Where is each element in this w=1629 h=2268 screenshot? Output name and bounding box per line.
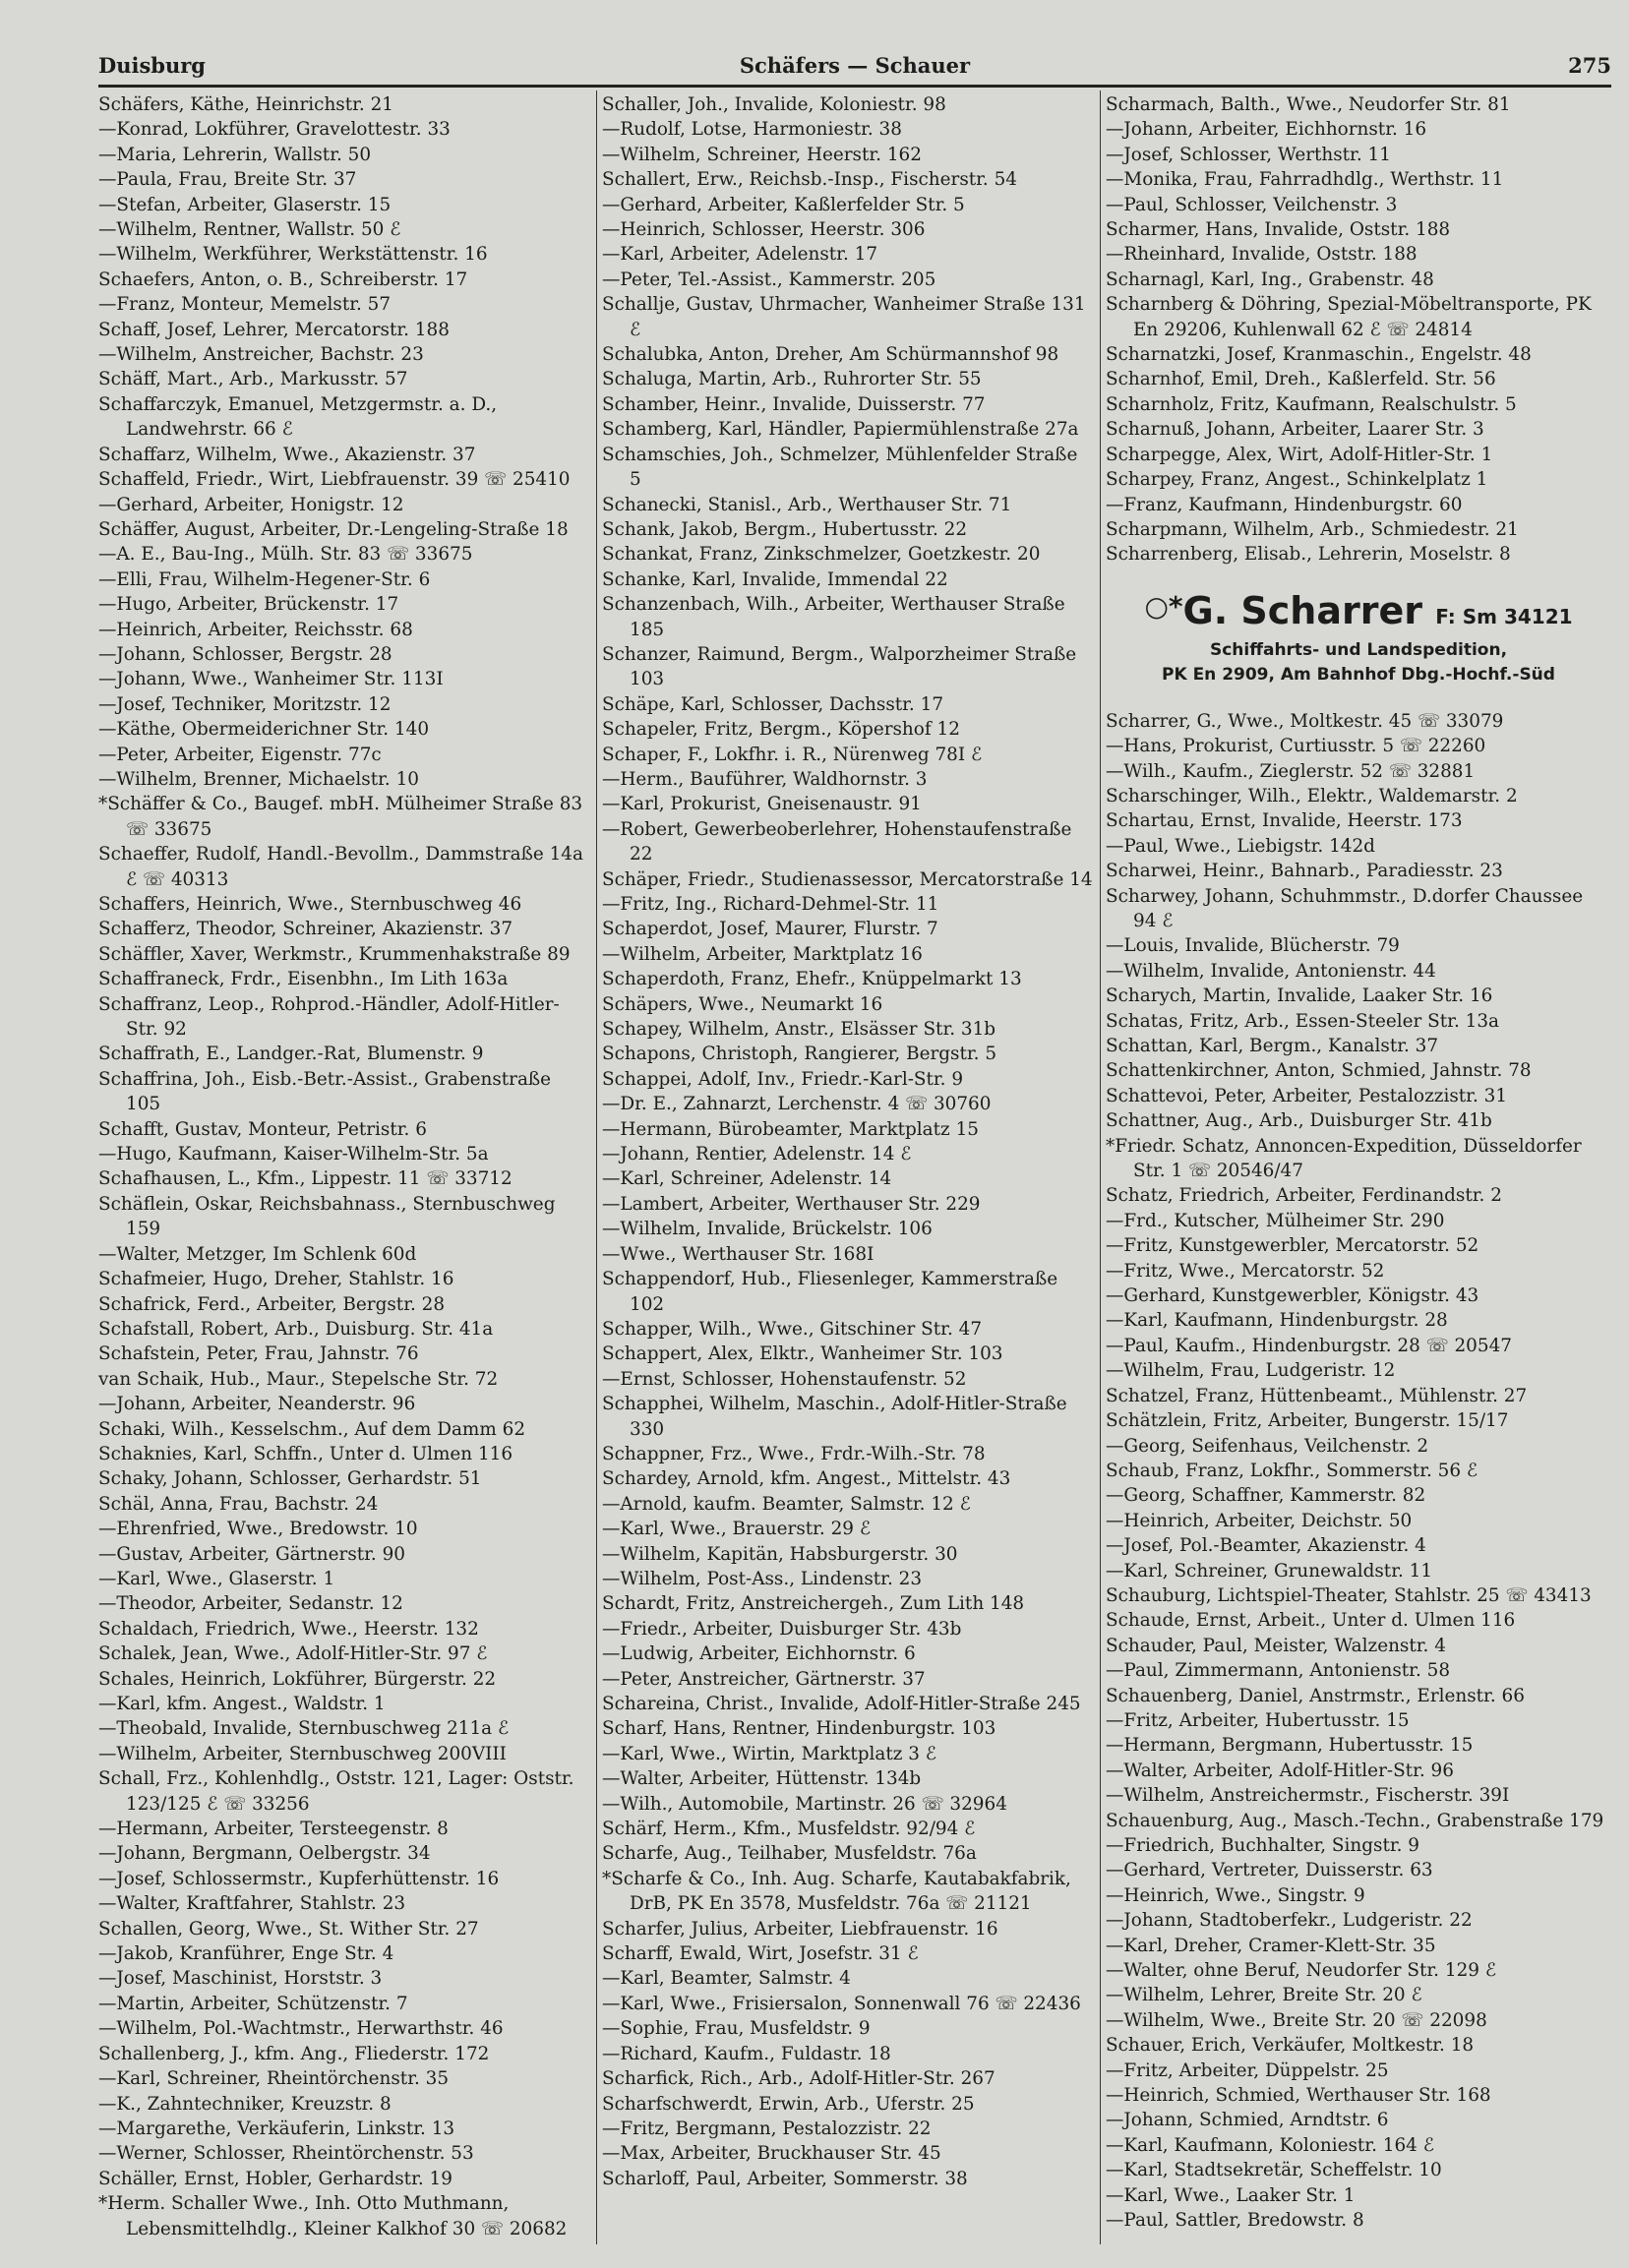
directory-entry: —Karl, Schreiner, Grunewaldstr. 11 bbox=[1106, 1560, 1433, 1582]
directory-entry: —Wilhelm, Invalide, Brückelstr. 106 bbox=[602, 1219, 933, 1240]
directory-entry: Schauenberg, Daniel, Anstrmstr., Erlenstr. 66 bbox=[1106, 1685, 1525, 1706]
directory-entry: —Wilhelm, Schreiner, Heerstr. 162 bbox=[602, 144, 922, 165]
directory-entry: —Jakob, Kranführer, Enge Str. 4 bbox=[98, 1943, 394, 1965]
column-2 bbox=[602, 92, 1094, 2246]
directory-entry: —Walter, Arbeiter, Adolf-Hitler-Str. 96 bbox=[1106, 1760, 1454, 1781]
directory-entry: —A. E., Bau-Ing., Mülh. Str. 83 ☏ 33675 bbox=[98, 544, 473, 566]
directory-entry: —Hermann, Arbeiter, Tersteegenstr. 8 bbox=[98, 1819, 449, 1840]
directory-entry: Schattevoi, Peter, Arbeiter, Pestalozzistr. 31 bbox=[1106, 1085, 1508, 1106]
directory-entry: —Louis, Invalide, Blücherstr. 79 bbox=[1106, 935, 1400, 957]
directory-entry: Schappendorf, Hub., Fliesenleger, Kammerstraße 102 bbox=[602, 1269, 1058, 1315]
directory-entry: —Paula, Frau, Breite Str. 37 bbox=[98, 169, 357, 191]
column-1 bbox=[98, 92, 590, 2246]
directory-entry: Schaff, Josef, Lehrer, Mercatorstr. 188 bbox=[98, 319, 450, 340]
directory-entry: Schaefers, Anton, o. B., Schreiberstr. 17 bbox=[98, 269, 468, 290]
directory-entry: —Johann, Stadtoberfekr., Ludgeristr. 22 bbox=[1106, 1910, 1473, 1932]
header-city: Duisburg bbox=[98, 53, 206, 78]
directory-entry: —Ehrenfried, Wwe., Bredowstr. 10 bbox=[98, 1519, 418, 1540]
directory-entry: van Schaik, Hub., Maur., Stepelsche Str. 72 bbox=[98, 1368, 499, 1390]
directory-entry: —Gerhard, Vertreter, Duisserstr. 63 bbox=[1106, 1860, 1433, 1881]
directory-entry: —Fritz, Arbeiter, Düppelstr. 25 bbox=[1106, 2059, 1389, 2081]
directory-entry: —Gerhard, Arbeiter, Honigstr. 12 bbox=[98, 494, 404, 515]
directory-entry: Schauburg, Lichtspiel-Theater, Stahlstr. 25 ☏ 43413 bbox=[1106, 1584, 1592, 1606]
directory-entry: Scharnholz, Fritz, Kaufmann, Realschulstr. 5 bbox=[1106, 393, 1517, 415]
directory-entry: —Herm., Bauführer, Waldhornstr. 3 bbox=[602, 768, 928, 790]
directory-entry: Schafmeier, Hugo, Dreher, Stahlstr. 16 bbox=[98, 1269, 454, 1290]
directory-entry: Schatzel, Franz, Hüttenbeamt., Mühlenstr. 27 bbox=[1106, 1385, 1528, 1406]
directory-entry: Schalek, Jean, Wwe., Adolf-Hitler-Str. 97 ℰ bbox=[98, 1643, 488, 1665]
directory-entry: —Johann, Schlosser, Bergstr. 28 bbox=[98, 643, 392, 665]
directory-entry: Schaffranz, Leop., Rohprod.-Händler, Adolf-Hitler-Str. 92 bbox=[98, 993, 560, 1041]
directory-entry: —Karl, Schreiner, Rheintörchenstr. 35 bbox=[98, 2068, 450, 2090]
directory-entry: —Käthe, Obermeiderichner Str. 140 bbox=[98, 719, 430, 741]
directory-entry: Schäffer, August, Arbeiter, Dr.-Lengeling-Straße 18 bbox=[98, 518, 569, 540]
entry-list bbox=[602, 92, 1094, 2191]
directory-entry: —Margarethe, Verkäuferin, Linkstr. 13 bbox=[98, 2118, 455, 2139]
directory-entry: *Friedr. Schatz, Annoncen-Expedition, Düsseldorfer Str. 1 ☏ 20546/47 bbox=[1106, 1135, 1582, 1182]
directory-entry: —Johann, Arbeiter, Neanderstr. 96 bbox=[98, 1394, 416, 1415]
directory-entry: —Paul, Schlosser, Veilchenstr. 3 bbox=[1106, 194, 1398, 215]
directory-entry: Scharfick, Rich., Arb., Adolf-Hitler-Str. 267 bbox=[602, 2068, 996, 2090]
directory-entry: Schaki, Wilh., Kesselschm., Auf dem Damm 62 bbox=[98, 1418, 526, 1440]
scharrer-advertisement bbox=[1106, 585, 1611, 687]
directory-entry: —Karl, Dreher, Cramer-Klett-Str. 35 bbox=[1106, 1935, 1436, 1956]
directory-entry: Schätzlein, Fritz, Arbeiter, Bungerstr. 15/17 bbox=[1106, 1410, 1509, 1432]
directory-entry: —Lambert, Arbeiter, Werthauser Str. 229 bbox=[602, 1193, 981, 1215]
directory-entry: *Schäffer & Co., Baugef. mbH. Mülheimer Straße 83 ☏ 33675 bbox=[98, 794, 583, 840]
directory-entry: —Walter, Kraftfahrer, Stahlstr. 23 bbox=[98, 1893, 406, 1915]
directory-entry: —Paul, Kaufm., Hindenburgstr. 28 ☏ 20547 bbox=[1106, 1335, 1512, 1356]
directory-entry: Schärf, Herm., Kfm., Musfeldstr. 92/94 ℰ bbox=[602, 1819, 976, 1840]
header-rule bbox=[98, 85, 1611, 88]
directory-entry: Scharpey, Franz, Angest., Schinkelplatz 1 bbox=[1106, 469, 1488, 491]
directory-entry: Scharpegge, Alex, Wirt, Adolf-Hitler-Str. 1 bbox=[1106, 444, 1493, 465]
column-divider bbox=[596, 90, 597, 2244]
directory-entry: Schaffarczyk, Emanuel, Metzgermstr. a. D., Landwehrstr. 66 ℰ bbox=[98, 393, 498, 441]
directory-entry: —Hugo, Kaufmann, Kaiser-Wilhelm-Str. 5a bbox=[98, 1144, 489, 1165]
directory-entry: Schaknies, Karl, Schffn., Unter d. Ulmen 116 bbox=[98, 1443, 513, 1464]
directory-entry: —Peter, Tel.-Assist., Kammerstr. 205 bbox=[602, 269, 936, 290]
directory-entry: Schaeffer, Rudolf, Handl.-Bevollm., Dammstraße 14a ℰ ☏ 40313 bbox=[98, 844, 583, 890]
directory-entry: —Wilhelm, Kapitän, Habsburgerstr. 30 bbox=[602, 1543, 958, 1565]
directory-entry: —Walter, Metzger, Im Schlenk 60d bbox=[98, 1243, 417, 1265]
directory-entry: —Karl, Prokurist, Gneisenaustr. 91 bbox=[602, 794, 922, 815]
directory-entry: —Max, Arbeiter, Bruckhauser Str. 45 bbox=[602, 2143, 941, 2165]
directory-entry: Schappei, Adolf, Inv., Friedr.-Karl-Str. 9 bbox=[602, 1068, 964, 1090]
directory-entry: Schaperdot, Josef, Maurer, Flurstr. 7 bbox=[602, 919, 938, 940]
directory-entry: Schapey, Wilhelm, Anstr., Elsässer Str. 31b bbox=[602, 1019, 996, 1041]
directory-entry: Schaky, Johann, Schlosser, Gerhardstr. 51 bbox=[98, 1468, 482, 1490]
directory-entry: —Karl, Wwe., Wirtin, Marktplatz 3 ℰ bbox=[602, 1743, 936, 1764]
directory-entry: —Peter, Anstreicher, Gärtnerstr. 37 bbox=[602, 1668, 926, 1690]
directory-entry: —Maria, Lehrerin, Wallstr. 50 bbox=[98, 144, 372, 165]
directory-entry: Schäfers, Käthe, Heinrichstr. 21 bbox=[98, 94, 393, 115]
directory-entry: —Wilhelm, Invalide, Antonienstr. 44 bbox=[1106, 960, 1436, 982]
directory-entry: —Martin, Arbeiter, Schützenstr. 7 bbox=[98, 1993, 408, 2014]
directory-entry: Schamberg, Karl, Händler, Papiermühlenstraße 27a bbox=[602, 419, 1079, 441]
directory-entry: Schafft, Gustav, Monteur, Petristr. 6 bbox=[98, 1118, 427, 1140]
directory-entry: Schäller, Ernst, Hobler, Gerhardstr. 19 bbox=[98, 2168, 452, 2189]
directory-entry: —Georg, Schaffner, Kammerstr. 82 bbox=[1106, 1485, 1426, 1507]
directory-entry: Schäflein, Oskar, Reichsbahnass., Sternbuschweg 159 bbox=[98, 1193, 556, 1240]
directory-entry: Scharnatzki, Josef, Kranmaschin., Engelstr. 48 bbox=[1106, 344, 1532, 366]
directory-entry: Schank, Jakob, Bergm., Hubertusstr. 22 bbox=[602, 518, 968, 540]
directory-entry: Schaluga, Martin, Arb., Ruhrorter Str. 55 bbox=[602, 369, 982, 390]
directory-entry: Schafstein, Peter, Frau, Jahnstr. 76 bbox=[98, 1343, 419, 1365]
directory-entry: —Karl, Arbeiter, Adelenstr. 17 bbox=[602, 244, 878, 266]
directory-entry: —Rheinhard, Invalide, Oststr. 188 bbox=[1106, 244, 1418, 266]
directory-entry: —Theobald, Invalide, Sternbuschweg 211a ℰ bbox=[98, 1718, 510, 1740]
directory-entry: Scharff, Ewald, Wirt, Josefstr. 31 ℰ bbox=[602, 1943, 919, 1965]
directory-entry: Scharmer, Hans, Invalide, Oststr. 188 bbox=[1106, 219, 1451, 241]
directory-entry: —Wilhelm, Anstreichermstr., Fischerstr. 39I bbox=[1106, 1785, 1510, 1807]
directory-entry: —Peter, Arbeiter, Eigenstr. 77c bbox=[98, 744, 382, 765]
page-header bbox=[98, 47, 1611, 87]
directory-entry: Schapper, Wilh., Wwe., Gitschiner Str. 47 bbox=[602, 1318, 983, 1340]
entry-list bbox=[98, 92, 590, 2241]
directory-entry: —Johann, Schmied, Arndtstr. 6 bbox=[1106, 2110, 1389, 2131]
directory-entry: —Josef, Techniker, Moritzstr. 12 bbox=[98, 693, 392, 715]
directory-entry: —Wilhelm, Rentner, Wallstr. 50 ℰ bbox=[98, 219, 401, 241]
header-page-number: 275 bbox=[1568, 53, 1611, 78]
directory-entry: —Wilhelm, Arbeiter, Marktplatz 16 bbox=[602, 943, 923, 965]
directory-entry: Schanke, Karl, Invalide, Immendal 22 bbox=[602, 568, 948, 590]
directory-entry: Schauenburg, Aug., Masch.-Techn., Grabenstraße 179 bbox=[1106, 1810, 1604, 1831]
directory-entry: —Johann, Rentier, Adelenstr. 14 ℰ bbox=[602, 1144, 912, 1165]
directory-entry: Schäpe, Karl, Schlosser, Dachsstr. 17 bbox=[602, 693, 944, 715]
directory-entry: Schauer, Erich, Verkäufer, Moltkestr. 18 bbox=[1106, 2035, 1475, 2057]
directory-entry: —Fritz, Wwe., Mercatorstr. 52 bbox=[1106, 1260, 1385, 1282]
directory-entry: —Wilh., Automobile, Martinstr. 26 ☏ 32964 bbox=[602, 1793, 1007, 1815]
directory-entry: Schapeler, Fritz, Bergm., Köpershof 12 bbox=[602, 719, 960, 741]
directory-entry: Schanzenbach, Wilh., Arbeiter, Werthauser Straße 185 bbox=[602, 594, 1065, 640]
directory-entry: Schafrick, Ferd., Arbeiter, Bergstr. 28 bbox=[98, 1293, 446, 1315]
directory-entry: Schardt, Fritz, Anstreichergeh., Zum Lith 148 bbox=[602, 1593, 1025, 1615]
ad-services: Schiffahrts- und Landspedition, bbox=[1209, 639, 1508, 660]
directory-entry: Schamschies, Joh., Schmelzer, Mühlenfelder Straße 5 bbox=[602, 444, 1078, 491]
directory-entry: Schales, Heinrich, Lokführer, Bürgerstr. 22 bbox=[98, 1668, 497, 1690]
directory-entry: Scharnagl, Karl, Ing., Grabenstr. 48 bbox=[1106, 269, 1434, 290]
entry-list bbox=[1106, 92, 1611, 567]
ad-address: PK En 2909, Am Bahnhof Dbg.-Hochf.-Süd bbox=[1162, 664, 1555, 685]
directory-entry: —Hugo, Arbeiter, Brückenstr. 17 bbox=[98, 594, 399, 616]
directory-entry: —Robert, Gewerbeoberlehrer, Hohenstaufenstraße 22 bbox=[602, 818, 1072, 865]
directory-entry: —Frd., Kutscher, Mülheimer Str. 290 bbox=[1106, 1210, 1445, 1231]
directory-entry: —Friedrich, Buchhalter, Singstr. 9 bbox=[1106, 1835, 1420, 1856]
directory-entry: Schaffarz, Wilhelm, Wwe., Akazienstr. 37 bbox=[98, 444, 476, 465]
directory-entry: Scharf, Hans, Rentner, Hindenburgstr. 103 bbox=[602, 1718, 996, 1740]
directory-entry: —Fritz, Arbeiter, Hubertusstr. 15 bbox=[1106, 1709, 1410, 1731]
directory-entry: Schallert, Erw., Reichsb.-Insp., Fischerstr. 54 bbox=[602, 169, 1018, 191]
directory-entry: Schäper, Friedr., Studienassessor, Mercatorstraße 14 bbox=[602, 868, 1093, 890]
directory-entry: Scharschinger, Wilh., Elektr., Waldemarstr. 2 bbox=[1106, 785, 1518, 806]
directory-entry: Schattenkirchner, Anton, Schmied, Jahnstr. 78 bbox=[1106, 1060, 1532, 1082]
directory-entry: —Karl, Kaufmann, Koloniestr. 164 ℰ bbox=[1106, 2134, 1434, 2156]
directory-entry: —Karl, Wwe., Brauerstr. 29 ℰ bbox=[602, 1519, 871, 1540]
directory-entry: —Paul, Wwe., Liebigstr. 142d bbox=[1106, 835, 1375, 857]
directory-entry: Schäpers, Wwe., Neumarkt 16 bbox=[602, 993, 883, 1015]
directory-entry: Schaper, F., Lokfhr. i. R., Nürenweg 78I ℰ bbox=[602, 744, 983, 765]
directory-entry: Schaffers, Heinrich, Wwe., Sternbuschweg 46 bbox=[98, 894, 522, 915]
directory-entry: —Paul, Zimmermann, Antonienstr. 58 bbox=[1106, 1660, 1451, 1682]
directory-entry: Schaffrina, Joh., Eisb.-Betr.-Assist., Grabenstraße 105 bbox=[98, 1068, 552, 1115]
directory-entry: Schappner, Frz., Wwe., Frdr.-Wilh.-Str. 78 bbox=[602, 1443, 986, 1464]
directory-entry: Scharnberg & Döhring, Spezial-Möbeltransporte, PK En 29206, Kuhlenwall 62 ℰ ☏ 24814 bbox=[1106, 294, 1592, 340]
directory-entry: *Herm. Schaller Wwe., Inh. Otto Muthmann, Lebensmittelhdlg., Kleiner Kalkhof 30 ☏ 20682 bbox=[98, 2193, 568, 2239]
directory-entry: —Dr. E., Zahnarzt, Lerchenstr. 4 ☏ 30760 bbox=[602, 1094, 992, 1115]
directory-entry: Scharwey, Johann, Schuhmmstr., D.dorfer Chaussee 94 ℰ bbox=[1106, 885, 1584, 931]
directory-entry: Schaller, Joh., Invalide, Koloniestr. 98 bbox=[602, 94, 946, 115]
directory-entry: Schaffraneck, Frdr., Eisenbhn., Im Lith 163a bbox=[98, 969, 509, 990]
directory-entry: —Hans, Prokurist, Curtiusstr. 5 ☏ 22260 bbox=[1106, 736, 1486, 757]
directory-entry: —Johann, Bergmann, Oelbergstr. 34 bbox=[98, 1843, 431, 1865]
directory-entry: Schatas, Fritz, Arb., Essen-Steeler Str. 13a bbox=[1106, 1010, 1499, 1032]
directory-entry: —Wilhelm, Anstreicher, Bachstr. 23 bbox=[98, 344, 424, 366]
directory-entry: —Wilhelm, Wwe., Breite Str. 20 ☏ 22098 bbox=[1106, 2009, 1487, 2031]
directory-entry: Schanzer, Raimund, Bergm., Walporzheimer Straße 103 bbox=[602, 643, 1077, 690]
directory-entry: Scharnuß, Johann, Arbeiter, Laarer Str. 3 bbox=[1106, 419, 1484, 441]
ad-star-mark: ○* bbox=[1144, 589, 1183, 623]
directory-entry: Schaffeld, Friedr., Wirt, Liebfrauenstr. 39 ☏ 25410 bbox=[98, 469, 571, 491]
directory-entry: Schäl, Anna, Frau, Bachstr. 24 bbox=[98, 1493, 379, 1515]
directory-entry: Schall, Frz., Kohlenhdlg., Oststr. 121, Lager: Oststr. 123/125 ℰ ☏ 33256 bbox=[98, 1768, 574, 1815]
directory-entry: —Karl, Schreiner, Adelenstr. 14 bbox=[602, 1168, 892, 1190]
directory-entry: —Gustav, Arbeiter, Gärtnerstr. 90 bbox=[98, 1543, 406, 1565]
directory-entry: Schanecki, Stanisl., Arb., Werthauser Str. 71 bbox=[602, 494, 1012, 515]
directory-entry: —Wilhelm, Pol.-Wachtmstr., Herwarthstr. 46 bbox=[98, 2018, 504, 2040]
directory-entry: Schafferz, Theodor, Schreiner, Akazienstr. 37 bbox=[98, 919, 513, 940]
directory-entry: —K., Zahntechniker, Kreuzstr. 8 bbox=[98, 2093, 392, 2115]
entry-list bbox=[1106, 709, 1611, 2234]
directory-entry: —Fritz, Kunstgewerbler, Mercatorstr. 52 bbox=[1106, 1235, 1479, 1257]
directory-entry: Schattner, Aug., Arb., Duisburger Str. 41b bbox=[1106, 1110, 1492, 1132]
directory-entry: Scharrer, G., Wwe., Moltkestr. 45 ☏ 33079 bbox=[1106, 710, 1504, 732]
directory-entry: Scharfer, Julius, Arbeiter, Liebfrauenstr. 16 bbox=[602, 1918, 998, 1940]
directory-entry: —Ludwig, Arbeiter, Eichhornstr. 6 bbox=[602, 1643, 916, 1665]
directory-entry: —Gerhard, Kunstgewerbler, Königstr. 43 bbox=[1106, 1285, 1479, 1307]
directory-entry: —Johann, Wwe., Wanheimer Str. 113I bbox=[98, 669, 444, 690]
directory-entry: Scharrenberg, Elisab., Lehrerin, Moselstr. 8 bbox=[1106, 544, 1511, 566]
directory-entry: Schamber, Heinr., Invalide, Duisserstr. 77 bbox=[602, 393, 986, 415]
directory-entry: —Werner, Schlosser, Rheintörchenstr. 53 bbox=[98, 2143, 474, 2165]
directory-entry: —Ernst, Schlosser, Hohenstaufenstr. 52 bbox=[602, 1368, 967, 1390]
directory-entry: —Wilhelm, Arbeiter, Sternbuschweg 200VIII bbox=[98, 1743, 507, 1764]
directory-entry: *Scharfe & Co., Inh. Aug. Scharfe, Kautabakfabrik, DrB, PK En 3578, Musfeldstr. 76a ☏ 21121 bbox=[602, 1868, 1071, 1915]
directory-entry: Schapphei, Wilhelm, Maschin., Adolf-Hitler-Straße 330 bbox=[602, 1394, 1067, 1440]
directory-entry: Schaffrath, E., Landger.-Rat, Blumenstr. 9 bbox=[98, 1044, 484, 1065]
directory-entry: —Karl, Wwe., Laaker Str. 1 bbox=[1106, 2184, 1356, 2206]
directory-entry: —Wilhelm, Brenner, Michaelstr. 10 bbox=[98, 768, 419, 790]
directory-entry: Schareina, Christ., Invalide, Adolf-Hitler-Straße 245 bbox=[602, 1694, 1081, 1714]
directory-entry: Schallenberg, J., kfm. Ang., Fliederstr. 172 bbox=[98, 2043, 490, 2064]
directory-entry: —Gerhard, Arbeiter, Kaßlerfelder Str. 5 bbox=[602, 194, 965, 215]
directory-entry: —Hermann, Bürobeamter, Marktplatz 15 bbox=[602, 1118, 979, 1140]
directory-entry: Schalubka, Anton, Dreher, Am Schürmannshof 98 bbox=[602, 344, 1059, 366]
directory-entry: —Franz, Kaufmann, Hindenburgstr. 60 bbox=[1106, 494, 1463, 515]
directory-entry: —Franz, Monteur, Memelstr. 57 bbox=[98, 294, 392, 316]
directory-entry: Schäff, Mart., Arb., Markusstr. 57 bbox=[98, 369, 408, 390]
directory-entry: Schartau, Ernst, Invalide, Heerstr. 173 bbox=[1106, 810, 1463, 832]
directory-entry: —Josef, Schlossermstr., Kupferhüttenstr. 16 bbox=[98, 1868, 500, 1889]
directory-entry: Schaub, Franz, Lokfhr., Sommerstr. 56 ℰ bbox=[1106, 1460, 1478, 1481]
directory-entry: —Richard, Kaufm., Fuldastr. 18 bbox=[602, 2043, 891, 2064]
directory-entry: —Heinrich, Wwe., Singstr. 9 bbox=[1106, 1884, 1365, 1906]
directory-entry: —Karl, Beamter, Salmstr. 4 bbox=[602, 1968, 851, 1990]
directory-entry: —Johann, Arbeiter, Eichhornstr. 16 bbox=[1106, 119, 1427, 141]
directory-entry: —Wwe., Werthauser Str. 168I bbox=[602, 1243, 875, 1265]
directory-entry: —Elli, Frau, Wilhelm-Hegener-Str. 6 bbox=[98, 568, 431, 590]
directory-entry: —Wilhelm, Frau, Ludgeristr. 12 bbox=[1106, 1360, 1396, 1382]
directory-entry: —Wilhelm, Werkführer, Werkstättenstr. 16 bbox=[98, 244, 488, 266]
directory-entry: Scharych, Martin, Invalide, Laaker Str. 16 bbox=[1106, 985, 1493, 1007]
directory-entry: Schankat, Franz, Zinkschmelzer, Goetzkestr. 20 bbox=[602, 544, 1041, 566]
directory-entry: Schallen, Georg, Wwe., St. Wither Str. 27 bbox=[98, 1918, 479, 1940]
directory-entry: —Karl, kfm. Angest., Waldstr. 1 bbox=[98, 1694, 386, 1714]
directory-entry: Schattan, Karl, Bergm., Kanalstr. 37 bbox=[1106, 1036, 1439, 1056]
directory-entry: —Stefan, Arbeiter, Glaserstr. 15 bbox=[98, 194, 392, 215]
directory-entry: Schafstall, Robert, Arb., Duisburg. Str. 41a bbox=[98, 1318, 494, 1340]
directory-entry: —Walter, Arbeiter, Hüttenstr. 134b bbox=[602, 1768, 922, 1790]
directory-entry: Schallje, Gustav, Uhrmacher, Wanheimer Straße 131 ℰ bbox=[602, 294, 1086, 340]
directory-entry: —Wilhelm, Post-Ass., Lindenstr. 23 bbox=[602, 1568, 923, 1589]
directory-entry: —Wilhelm, Lehrer, Breite Str. 20 ℰ bbox=[1106, 1985, 1422, 2006]
directory-entry: Schaldach, Friedrich, Wwe., Heerstr. 132 bbox=[98, 1618, 479, 1640]
directory-entry: —Karl, Wwe., Glaserstr. 1 bbox=[98, 1568, 335, 1589]
column-divider bbox=[1100, 90, 1101, 2244]
directory-entry: Scharfschwerdt, Erwin, Arb., Uferstr. 25 bbox=[602, 2093, 975, 2115]
directory-entry: Scharwei, Heinr., Bahnarb., Paradiesstr. 23 bbox=[1106, 861, 1503, 882]
directory-entry: —Fritz, Bergmann, Pestalozzistr. 22 bbox=[602, 2118, 932, 2139]
directory-entry: —Josef, Schlosser, Werthstr. 11 bbox=[1106, 144, 1391, 165]
directory-entry: —Josef, Pol.-Beamter, Akazienstr. 4 bbox=[1106, 1535, 1426, 1557]
directory-entry: —Friedr., Arbeiter, Duisburger Str. 43b bbox=[602, 1618, 962, 1640]
directory-entry: —Karl, Kaufmann, Hindenburgstr. 28 bbox=[1106, 1310, 1448, 1332]
directory-entry: Scharmach, Balth., Wwe., Neudorfer Str. 81 bbox=[1106, 94, 1511, 115]
directory-entry: Scharfe, Aug., Teilhaber, Musfeldstr. 76a bbox=[602, 1843, 977, 1865]
ad-phone: F: Sm 34121 bbox=[1435, 604, 1573, 628]
directory-entry: Schaude, Ernst, Arbeit., Unter d. Ulmen 116 bbox=[1106, 1610, 1516, 1632]
directory-entry: Schappert, Alex, Elktr., Wanheimer Str. 103 bbox=[602, 1343, 1003, 1365]
column-3 bbox=[1106, 92, 1611, 2246]
directory-entry: —Georg, Seifenhaus, Veilchenstr. 2 bbox=[1106, 1435, 1429, 1457]
directory-entry: —Hermann, Bergmann, Hubertusstr. 15 bbox=[1106, 1735, 1474, 1757]
directory-entry: Schatz, Friedrich, Arbeiter, Ferdinandstr. 2 bbox=[1106, 1185, 1502, 1207]
directory-entry: —Paul, Sattler, Bredowstr. 8 bbox=[1106, 2210, 1364, 2232]
directory-entry: —Theodor, Arbeiter, Sedanstr. 12 bbox=[98, 1593, 403, 1615]
directory-entry: Schaperdoth, Franz, Ehefr., Knüppelmarkt 13 bbox=[602, 969, 1022, 990]
directory-entry: Schardey, Arnold, kfm. Angest., Mittelstr. 43 bbox=[602, 1468, 1011, 1490]
directory-entry: Schafhausen, L., Kfm., Lippestr. 11 ☏ 33712 bbox=[98, 1168, 513, 1190]
directory-entry: —Karl, Wwe., Frisiersalon, Sonnenwall 76 ☏ 22436 bbox=[602, 1993, 1081, 2014]
directory-entry: —Arnold, kaufm. Beamter, Salmstr. 12 ℰ bbox=[602, 1493, 971, 1515]
directory-entry: —Konrad, Lokführer, Gravelottestr. 33 bbox=[98, 119, 451, 141]
directory-entry: Schäffler, Xaver, Werkmstr., Krummenhakstraße 89 bbox=[98, 943, 571, 965]
directory-entry: Schauder, Paul, Meister, Walzenstr. 4 bbox=[1106, 1635, 1446, 1656]
directory-entry: —Heinrich, Schlosser, Heerstr. 306 bbox=[602, 219, 926, 241]
directory-entry: Scharloff, Paul, Arbeiter, Sommerstr. 38 bbox=[602, 2168, 968, 2189]
ad-company-name: G. Scharrer bbox=[1182, 588, 1422, 632]
directory-entry: —Karl, Stadtsekretär, Scheffelstr. 10 bbox=[1106, 2160, 1442, 2181]
directory-entry: —Rudolf, Lotse, Harmoniestr. 38 bbox=[602, 119, 902, 141]
directory-entry: —Walter, ohne Beruf, Neudorfer Str. 129 ℰ bbox=[1106, 1960, 1496, 1982]
directory-entry: Scharpmann, Wilhelm, Arb., Schmiedestr. 21 bbox=[1106, 518, 1519, 540]
directory-entry: —Heinrich, Arbeiter, Deichstr. 50 bbox=[1106, 1510, 1413, 1531]
directory-entry: —Josef, Maschinist, Horststr. 3 bbox=[98, 1968, 383, 1990]
directory-entry: —Sophie, Frau, Musfeldstr. 9 bbox=[602, 2018, 871, 2040]
directory-entry: Scharnhof, Emil, Dreh., Kaßlerfeld. Str. 56 bbox=[1106, 369, 1496, 390]
directory-entry: —Fritz, Ing., Richard-Dehmel-Str. 11 bbox=[602, 894, 939, 915]
directory-entry: —Heinrich, Arbeiter, Reichsstr. 68 bbox=[98, 619, 413, 640]
header-range: Schäfers — Schauer bbox=[739, 53, 971, 78]
directory-entry: —Wilh., Kaufm., Zieglerstr. 52 ☏ 32881 bbox=[1106, 760, 1476, 782]
directory-entry: —Heinrich, Schmied, Werthauser Str. 168 bbox=[1106, 2085, 1491, 2107]
directory-entry: —Monika, Frau, Fahrradhdlg., Werthstr. 11 bbox=[1106, 169, 1504, 191]
directory-entry: Schapons, Christoph, Rangierer, Bergstr. 5 bbox=[602, 1044, 997, 1065]
